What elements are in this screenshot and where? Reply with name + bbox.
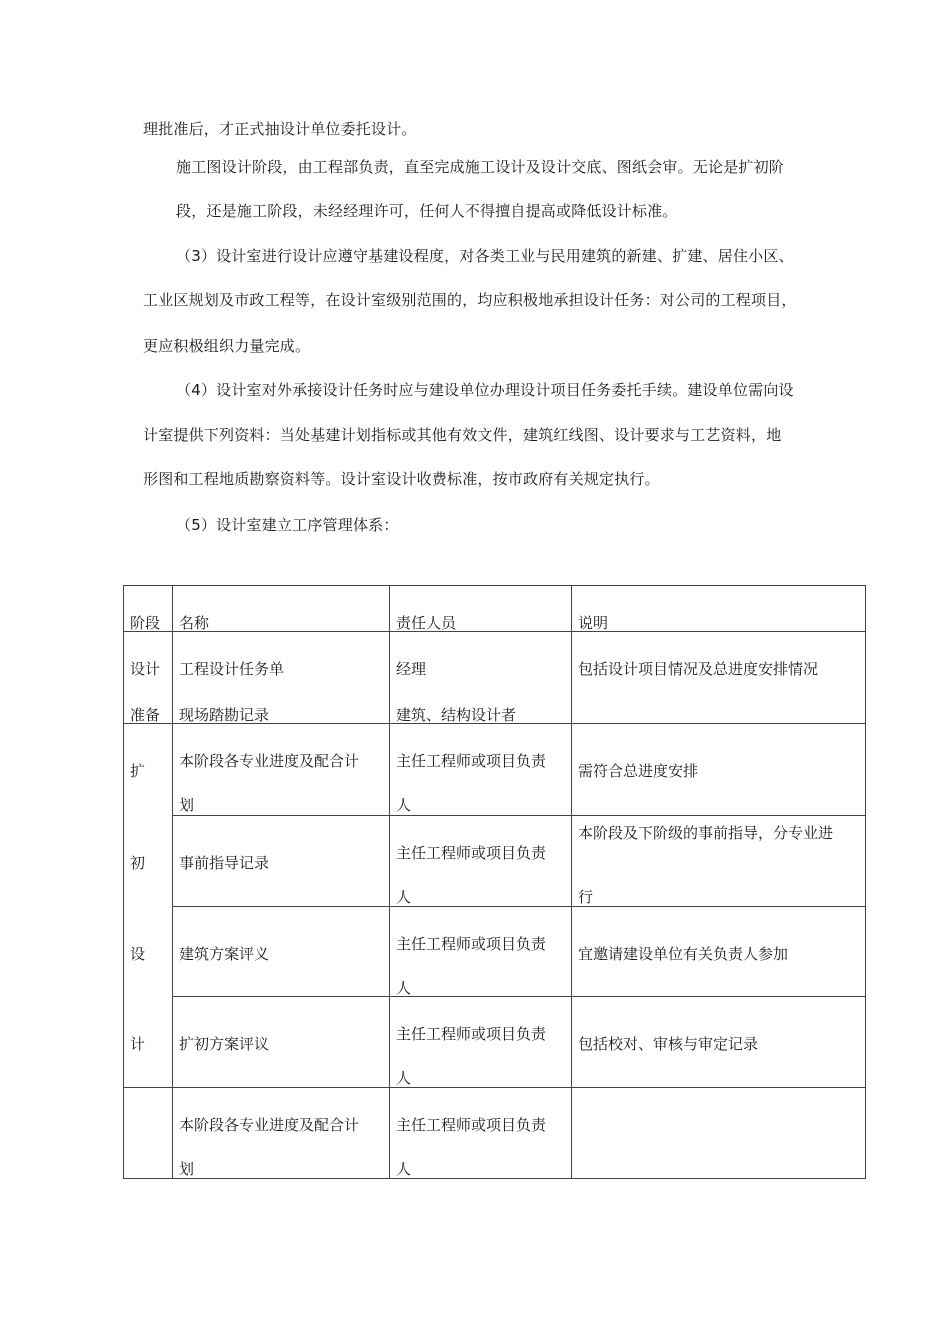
name-cell: 本阶段各专业进度及配合计 <box>179 752 360 770</box>
paragraph-line: 形图和工程地质勘察资料等。设计室设计收费标准，按市政府有关规定执行。 <box>143 470 660 488</box>
paragraph-line: 更应积极组织力量完成。 <box>143 337 311 355</box>
note-cell: 包括校对、审核与审定记录 <box>578 1035 759 1053</box>
name-cell-cont: 划 <box>179 1160 195 1178</box>
note-cell: 需符合总进度安排 <box>578 762 699 780</box>
paragraph-line: （5）设计室建立工序管理体系： <box>176 516 399 534</box>
table-row <box>124 678 866 724</box>
table-header-row <box>124 586 866 632</box>
paragraph-line: （3）设计室进行设计应遵守基建设程度，对各类工业与民用建筑的新建、扩建、居住小区、 <box>176 247 794 265</box>
table-row <box>124 632 866 678</box>
stage-cell: 扩 <box>130 762 146 780</box>
stage-cell: 初 <box>130 853 146 872</box>
name-cell: 建筑方案评义 <box>179 945 270 963</box>
table-row <box>124 816 866 907</box>
note-cell-cont: 行 <box>578 888 594 906</box>
note-cell: 包括设计项目情况及总进度安排情况 <box>578 660 819 678</box>
header-person: 责任人员 <box>396 614 457 632</box>
name-cell: 工程设计任务单 <box>179 660 285 678</box>
header-note: 说明 <box>578 614 609 632</box>
header-stage: 阶段 <box>130 614 161 632</box>
person-cell: 主任工程师或项目负责 <box>396 935 547 953</box>
person-cell: 主任工程师或项目负责 <box>396 1116 547 1134</box>
stage-cell: 准备 <box>130 705 161 724</box>
paragraph-line: （4）设计室对外承接设计任务时应与建设单位办理设计项目任务委托手续。建设单位需向设 <box>176 381 794 399</box>
stage-cell: 设计 <box>130 660 161 678</box>
person-cell: 经理 <box>396 660 427 678</box>
person-cell: 主任工程师或项目负责 <box>396 1025 547 1043</box>
paragraph-line: 施工图设计阶段，由工程部负责，直至完成施工设计及设计交底、图纸会审。无论是扩初阶 <box>176 158 785 176</box>
person-cell-cont: 人 <box>396 1160 412 1178</box>
paragraph-line: 理批准后，才正式抽设计单位委托设计。 <box>143 120 417 138</box>
note-cell: 宜邀请建设单位有关负责人参加 <box>578 945 789 963</box>
note-cell: 本阶段及下阶级的事前指导，分专业进 <box>578 824 834 842</box>
person-cell: 主任工程师或项目负责 <box>396 844 547 862</box>
person-cell-cont: 人 <box>396 1069 412 1087</box>
person-cell-cont: 人 <box>396 979 412 997</box>
name-cell: 现场踏勘记录 <box>179 705 270 724</box>
name-cell: 扩初方案评议 <box>179 1035 270 1053</box>
process-table <box>123 585 866 1179</box>
name-cell: 本阶段各专业进度及配合计 <box>179 1116 360 1134</box>
person-cell: 主任工程师或项目负责 <box>396 752 547 770</box>
name-cell: 事前指导记录 <box>179 854 270 872</box>
table-row <box>124 724 866 816</box>
table-row <box>124 907 866 997</box>
person-cell-cont: 人 <box>396 888 412 906</box>
person-cell-cont: 人 <box>396 796 412 814</box>
person-cell: 建筑、结构设计者 <box>396 705 517 724</box>
stage-cell: 计 <box>130 1034 146 1053</box>
name-cell-cont: 划 <box>179 796 195 814</box>
header-name: 名称 <box>179 614 210 632</box>
paragraph-line: 工业区规划及市政工程等，在设计室级别范围的，均应积极地承担设计任务：对公司的工程项目， <box>143 291 797 309</box>
paragraph-line: 计室提供下列资料：当处基建计划指标或其他有效文件，建筑红线图、设计要求与工艺资料，地 <box>143 426 782 444</box>
table-row <box>124 997 866 1088</box>
table-row <box>124 1088 866 1179</box>
paragraph-line: 段，还是施工阶段，未经经理许可，任何人不得擅自提高或降低设计标准。 <box>176 202 678 220</box>
stage-cell: 设 <box>130 944 146 963</box>
